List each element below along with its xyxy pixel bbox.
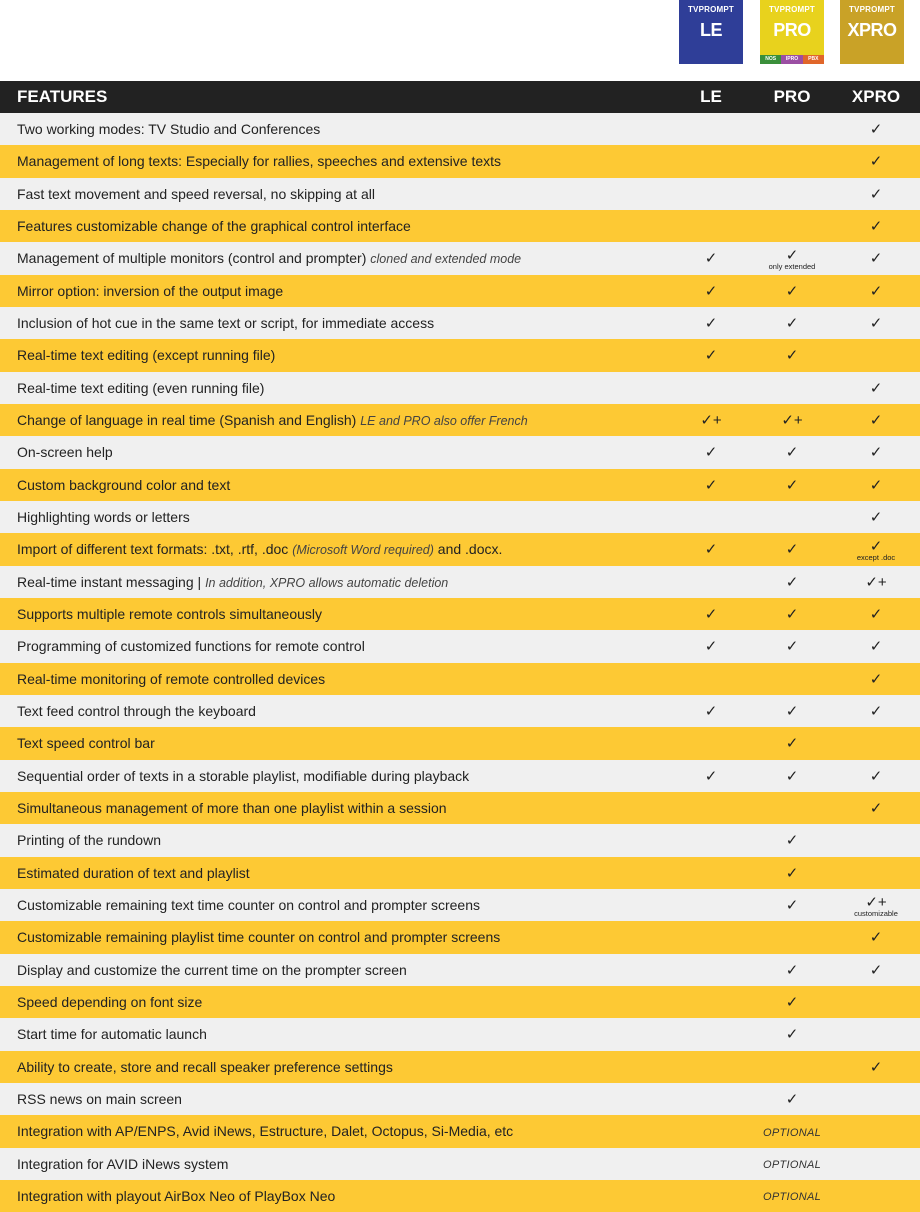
cell-pro	[752, 145, 832, 177]
feature-text: Display and customize the current time on the prompter screen	[17, 961, 407, 978]
cell-xpro	[832, 986, 920, 1018]
check-icon: ✓	[785, 347, 799, 365]
check-icon: ✓	[704, 282, 718, 300]
cell-pro	[752, 339, 832, 371]
check-icon: ✓	[785, 246, 799, 264]
feature-text: Management of multiple monitors (control and prompter)	[17, 250, 367, 267]
feature-cell	[0, 242, 670, 274]
cell-xpro	[832, 921, 920, 953]
cell-le	[670, 824, 752, 856]
cell-xpro	[832, 533, 920, 565]
cell-pro	[752, 178, 832, 210]
feature-cell	[0, 1083, 670, 1115]
table-row	[0, 178, 920, 210]
feature-text-after: and .docx.	[437, 541, 503, 558]
check-icon: ✓	[704, 476, 718, 494]
feature-cell	[0, 1180, 670, 1212]
check-icon: ✓	[785, 994, 799, 1012]
cell-pro	[752, 113, 832, 145]
logo-pro-strip-ipro: IPRO	[781, 55, 802, 64]
check-icon: ✓	[704, 315, 718, 333]
cell-xpro	[832, 469, 920, 501]
cell-le	[670, 436, 752, 468]
cell-le	[670, 630, 752, 662]
check-icon: ✓	[785, 832, 799, 850]
feature-cell	[0, 889, 670, 921]
table-row	[0, 630, 920, 662]
cell-pro	[752, 1051, 832, 1083]
cell-xpro	[832, 598, 920, 630]
table-row	[0, 824, 920, 856]
feature-comparison-table	[0, 81, 920, 1212]
cell-le	[670, 1115, 752, 1147]
check-icon: ✓	[704, 444, 718, 462]
cell-xpro	[832, 727, 920, 759]
table-row	[0, 1115, 920, 1147]
feature-text: Customizable remaining playlist time counter on control and prompter screens	[17, 929, 501, 946]
cell-pro	[752, 727, 832, 759]
check-icon: ✓	[785, 1091, 799, 1108]
feature-cell	[0, 339, 670, 371]
feature-note: cloned and extended mode	[370, 252, 522, 267]
cell-footnote: except .doc	[856, 552, 896, 562]
cell-le	[670, 372, 752, 404]
cell-pro	[752, 792, 832, 824]
feature-text: Text feed control through the keyboard	[17, 703, 256, 720]
cell-le	[670, 760, 752, 792]
table-row	[0, 307, 920, 339]
feature-text: Speed depending on font size	[17, 994, 203, 1011]
check-icon: ✓	[869, 153, 883, 171]
cell-le	[670, 1051, 752, 1083]
feature-cell	[0, 501, 670, 533]
check-icon: ✓	[785, 638, 799, 656]
feature-text: Real-time monitoring of remote controlled devices	[17, 670, 326, 687]
cell-xpro	[832, 663, 920, 695]
check-icon: ✓	[785, 282, 799, 300]
cell-xpro	[832, 178, 920, 210]
cell-xpro	[832, 954, 920, 986]
optional-label: OPTIONAL	[762, 1159, 822, 1172]
feature-cell	[0, 792, 670, 824]
feature-text: Sequential order of texts in a storable playlist, modifiable during playback	[17, 767, 470, 784]
table-row	[0, 1018, 920, 1050]
feature-text: Real-time text editing (except running file)	[17, 347, 276, 364]
table-row	[0, 954, 920, 986]
cell-footnote: customizable	[854, 908, 898, 918]
table-row	[0, 436, 920, 468]
feature-cell	[0, 857, 670, 889]
check-icon: ✓	[785, 444, 799, 462]
logo-pro	[760, 0, 824, 64]
feature-cell	[0, 145, 670, 177]
cell-pro	[752, 404, 832, 436]
check-icon: ✓	[704, 767, 718, 785]
cell-pro	[752, 1148, 832, 1180]
feature-cell	[0, 1148, 670, 1180]
cell-le	[670, 954, 752, 986]
table-body	[0, 113, 920, 1212]
optional-label: OPTIONAL	[762, 1126, 822, 1139]
check-icon: ✓	[704, 606, 718, 624]
cell-pro	[752, 242, 832, 274]
feature-text: Start time for automatic launch	[17, 1026, 207, 1043]
cell-le	[670, 663, 752, 695]
table-row	[0, 986, 920, 1018]
table-row	[0, 210, 920, 242]
cell-le	[670, 1018, 752, 1050]
cell-xpro	[832, 760, 920, 792]
cell-xpro	[832, 145, 920, 177]
feature-text: Real-time text editing (even running file)	[17, 379, 265, 396]
check-icon: ✓	[785, 315, 799, 333]
check-icon: ✓	[785, 767, 799, 785]
cell-xpro	[832, 1148, 920, 1180]
check-icon: ✓	[785, 476, 799, 494]
cell-xpro	[832, 889, 920, 921]
check-icon: ✓	[869, 444, 883, 462]
cell-xpro	[832, 1018, 920, 1050]
feature-cell	[0, 113, 670, 145]
check-icon: ✓+	[781, 412, 803, 430]
feature-text: Mirror option: inversion of the output image	[17, 282, 284, 299]
feature-text: Integration for AVID iNews system	[17, 1155, 229, 1172]
cell-pro	[752, 598, 832, 630]
check-icon: ✓	[869, 670, 883, 688]
table-row	[0, 1083, 920, 1115]
cell-le	[670, 210, 752, 242]
cell-pro	[752, 210, 832, 242]
feature-text: Fast text movement and speed reversal, no skipping at all	[17, 185, 375, 202]
logo-xpro	[840, 0, 904, 64]
cell-xpro	[832, 275, 920, 307]
logo-pro-brand: TVPROMPT	[768, 5, 816, 14]
cell-xpro	[832, 1083, 920, 1115]
cell-pro	[752, 275, 832, 307]
table-row	[0, 598, 920, 630]
cell-le	[670, 889, 752, 921]
logo-pro-strip	[760, 55, 824, 64]
cell-xpro	[832, 113, 920, 145]
feature-text: Management of long texts: Especially for rallies, speeches and extensive texts	[17, 153, 502, 170]
feature-cell	[0, 469, 670, 501]
cell-pro	[752, 630, 832, 662]
check-icon: ✓	[869, 509, 883, 527]
check-icon: ✓	[869, 606, 883, 624]
cell-pro	[752, 372, 832, 404]
cell-pro	[752, 824, 832, 856]
feature-cell	[0, 1051, 670, 1083]
cell-xpro	[832, 1180, 920, 1212]
feature-text: Programming of customized functions for remote control	[17, 638, 365, 655]
cell-pro	[752, 533, 832, 565]
cell-le	[670, 598, 752, 630]
cell-pro	[752, 501, 832, 533]
cell-le	[670, 857, 752, 889]
table-row	[0, 1051, 920, 1083]
cell-le	[670, 469, 752, 501]
table-row	[0, 921, 920, 953]
cell-le	[670, 695, 752, 727]
cell-pro	[752, 760, 832, 792]
cell-xpro	[832, 695, 920, 727]
cell-xpro	[832, 372, 920, 404]
cell-le	[670, 1148, 752, 1180]
header-features: FEATURES	[0, 81, 670, 113]
feature-text: Two working modes: TV Studio and Conferences	[17, 121, 321, 138]
feature-text: Integration with playout AirBox Neo of PlayBox Neo	[17, 1187, 336, 1204]
check-icon: ✓	[869, 379, 883, 397]
cell-xpro	[832, 1051, 920, 1083]
cell-le	[670, 921, 752, 953]
feature-text: Text speed control bar	[17, 735, 155, 752]
cell-xpro	[832, 566, 920, 598]
feature-cell	[0, 372, 670, 404]
feature-cell	[0, 1018, 670, 1050]
cell-xpro	[832, 792, 920, 824]
check-icon: ✓	[869, 412, 883, 430]
feature-cell	[0, 727, 670, 759]
feature-cell	[0, 598, 670, 630]
feature-cell	[0, 533, 670, 565]
cell-pro	[752, 1083, 832, 1115]
table-row	[0, 501, 920, 533]
check-icon: ✓	[869, 929, 883, 947]
product-logos	[0, 0, 920, 80]
table-header-row	[0, 81, 920, 113]
cell-le	[670, 242, 752, 274]
cell-le	[670, 339, 752, 371]
cell-xpro	[832, 307, 920, 339]
header-le: LE	[670, 81, 752, 113]
cell-pro	[752, 1180, 832, 1212]
cell-le	[670, 178, 752, 210]
cell-pro	[752, 857, 832, 889]
feature-text: Import of different text formats: .txt, .rtf, .doc	[17, 541, 289, 558]
check-icon: ✓	[869, 1058, 883, 1076]
logo-pro-version: PRO	[773, 20, 811, 40]
logo-xpro-brand: TVPROMPT	[848, 5, 896, 14]
table-row	[0, 760, 920, 792]
table-row	[0, 145, 920, 177]
table-row	[0, 1148, 920, 1180]
feature-text: Real-time instant messaging |	[17, 573, 202, 590]
optional-label: OPTIONAL	[762, 1191, 822, 1204]
check-icon: ✓	[869, 218, 883, 236]
check-icon: ✓	[704, 250, 718, 268]
feature-cell	[0, 921, 670, 953]
cell-le	[670, 1083, 752, 1115]
table-row	[0, 275, 920, 307]
table-row	[0, 566, 920, 598]
table-row	[0, 792, 920, 824]
feature-text: Printing of the rundown	[17, 832, 161, 849]
table-row	[0, 533, 920, 565]
cell-le	[670, 113, 752, 145]
logo-le-brand: TVPROMPT	[687, 5, 735, 14]
feature-cell	[0, 760, 670, 792]
check-icon: ✓	[785, 897, 799, 915]
check-icon: ✓	[869, 476, 883, 494]
cell-le	[670, 727, 752, 759]
header-xpro: XPRO	[832, 81, 920, 113]
feature-text: Features customizable change of the graphical control interface	[17, 218, 411, 235]
feature-cell	[0, 630, 670, 662]
feature-cell	[0, 178, 670, 210]
cell-pro	[752, 663, 832, 695]
feature-text: Simultaneous management of more than one playlist within a session	[17, 800, 447, 817]
feature-text: Estimated duration of text and playlist	[17, 864, 250, 881]
table-row	[0, 695, 920, 727]
cell-xpro	[832, 824, 920, 856]
feature-cell	[0, 307, 670, 339]
table-row	[0, 727, 920, 759]
cell-le	[670, 404, 752, 436]
check-icon: ✓	[869, 703, 883, 721]
check-icon: ✓	[869, 638, 883, 656]
cell-xpro	[832, 339, 920, 371]
check-icon: ✓+	[700, 412, 722, 430]
logo-pro-strip-nos: NOS	[760, 55, 781, 64]
table-row	[0, 372, 920, 404]
check-icon: ✓	[869, 250, 883, 268]
feature-cell	[0, 954, 670, 986]
cell-le	[670, 275, 752, 307]
cell-xpro	[832, 630, 920, 662]
feature-cell	[0, 1115, 670, 1147]
cell-pro	[752, 1018, 832, 1050]
table-row	[0, 663, 920, 695]
header-pro: PRO	[752, 81, 832, 113]
feature-text: RSS news on main screen	[17, 1091, 182, 1107]
table-row	[0, 113, 920, 145]
check-icon: ✓	[704, 638, 718, 656]
feature-text: Custom background color and text	[17, 476, 231, 493]
feature-text: Change of language in real time (Spanish and English)	[17, 412, 357, 429]
check-icon: ✓	[704, 541, 718, 559]
check-icon: ✓	[869, 961, 883, 979]
check-icon: ✓	[869, 800, 883, 818]
check-icon: ✓	[785, 573, 799, 591]
feature-cell	[0, 986, 670, 1018]
feature-note: LE and PRO also offer French	[360, 414, 528, 429]
feature-text: Customizable remaining text time counter on control and prompter screens	[17, 897, 480, 914]
cell-xpro	[832, 242, 920, 274]
check-icon: ✓	[785, 864, 799, 882]
cell-le	[670, 307, 752, 339]
feature-cell	[0, 404, 670, 436]
cell-pro	[752, 1115, 832, 1147]
table-row	[0, 889, 920, 921]
cell-pro	[752, 566, 832, 598]
feature-text: Highlighting words or letters	[17, 509, 190, 526]
table-row	[0, 1180, 920, 1212]
cell-pro	[752, 307, 832, 339]
check-icon: ✓	[785, 1026, 799, 1044]
feature-note: (Microsoft Word required)	[292, 543, 434, 558]
cell-le	[670, 501, 752, 533]
check-icon: ✓	[785, 735, 799, 753]
check-icon: ✓	[869, 315, 883, 333]
cell-pro	[752, 695, 832, 727]
cell-pro	[752, 986, 832, 1018]
cell-xpro	[832, 857, 920, 889]
check-icon: ✓	[869, 537, 883, 555]
check-icon: ✓+	[865, 573, 887, 591]
check-icon: ✓	[704, 347, 718, 365]
cell-le	[670, 986, 752, 1018]
cell-pro	[752, 954, 832, 986]
feature-cell	[0, 566, 670, 598]
table-row	[0, 404, 920, 436]
cell-le	[670, 145, 752, 177]
logo-le-version: LE	[699, 20, 722, 40]
cell-pro	[752, 469, 832, 501]
check-icon: ✓	[704, 703, 718, 721]
check-icon: ✓	[869, 121, 883, 139]
feature-text: Integration with AP/ENPS, Avid iNews, Estructure, Dalet, Octopus, Si-Media, etc	[17, 1123, 514, 1140]
cell-le	[670, 533, 752, 565]
cell-pro	[752, 889, 832, 921]
check-icon: ✓	[785, 703, 799, 721]
feature-cell	[0, 663, 670, 695]
feature-cell	[0, 210, 670, 242]
feature-text: Inclusion of hot cue in the same text or script, for immediate access	[17, 315, 435, 332]
check-icon: ✓	[869, 767, 883, 785]
feature-text: Supports multiple remote controls simultaneously	[17, 606, 323, 623]
table-row	[0, 469, 920, 501]
feature-text: Ability to create, store and recall speaker preference settings	[17, 1058, 393, 1075]
feature-cell	[0, 824, 670, 856]
cell-le	[670, 566, 752, 598]
feature-cell	[0, 436, 670, 468]
table-row	[0, 339, 920, 371]
cell-xpro	[832, 210, 920, 242]
check-icon: ✓	[869, 185, 883, 203]
check-icon: ✓	[785, 541, 799, 559]
cell-xpro	[832, 436, 920, 468]
cell-pro	[752, 921, 832, 953]
check-icon: ✓	[785, 606, 799, 624]
cell-xpro	[832, 1115, 920, 1147]
cell-le	[670, 792, 752, 824]
table-row	[0, 857, 920, 889]
logo-xpro-version: XPRO	[847, 20, 897, 40]
check-icon: ✓+	[865, 893, 887, 911]
feature-cell	[0, 695, 670, 727]
cell-xpro	[832, 501, 920, 533]
cell-xpro	[832, 404, 920, 436]
cell-footnote: only extended	[768, 261, 816, 271]
table-row	[0, 242, 920, 274]
feature-text: On-screen help	[17, 444, 113, 461]
check-icon: ✓	[785, 961, 799, 979]
cell-pro	[752, 436, 832, 468]
cell-le	[670, 1180, 752, 1212]
logo-le	[679, 0, 743, 64]
check-icon: ✓	[869, 282, 883, 300]
feature-note: In addition, XPRO allows automatic deletion	[205, 575, 449, 590]
logo-pro-strip-pbx: PBX	[803, 55, 824, 64]
feature-cell	[0, 275, 670, 307]
